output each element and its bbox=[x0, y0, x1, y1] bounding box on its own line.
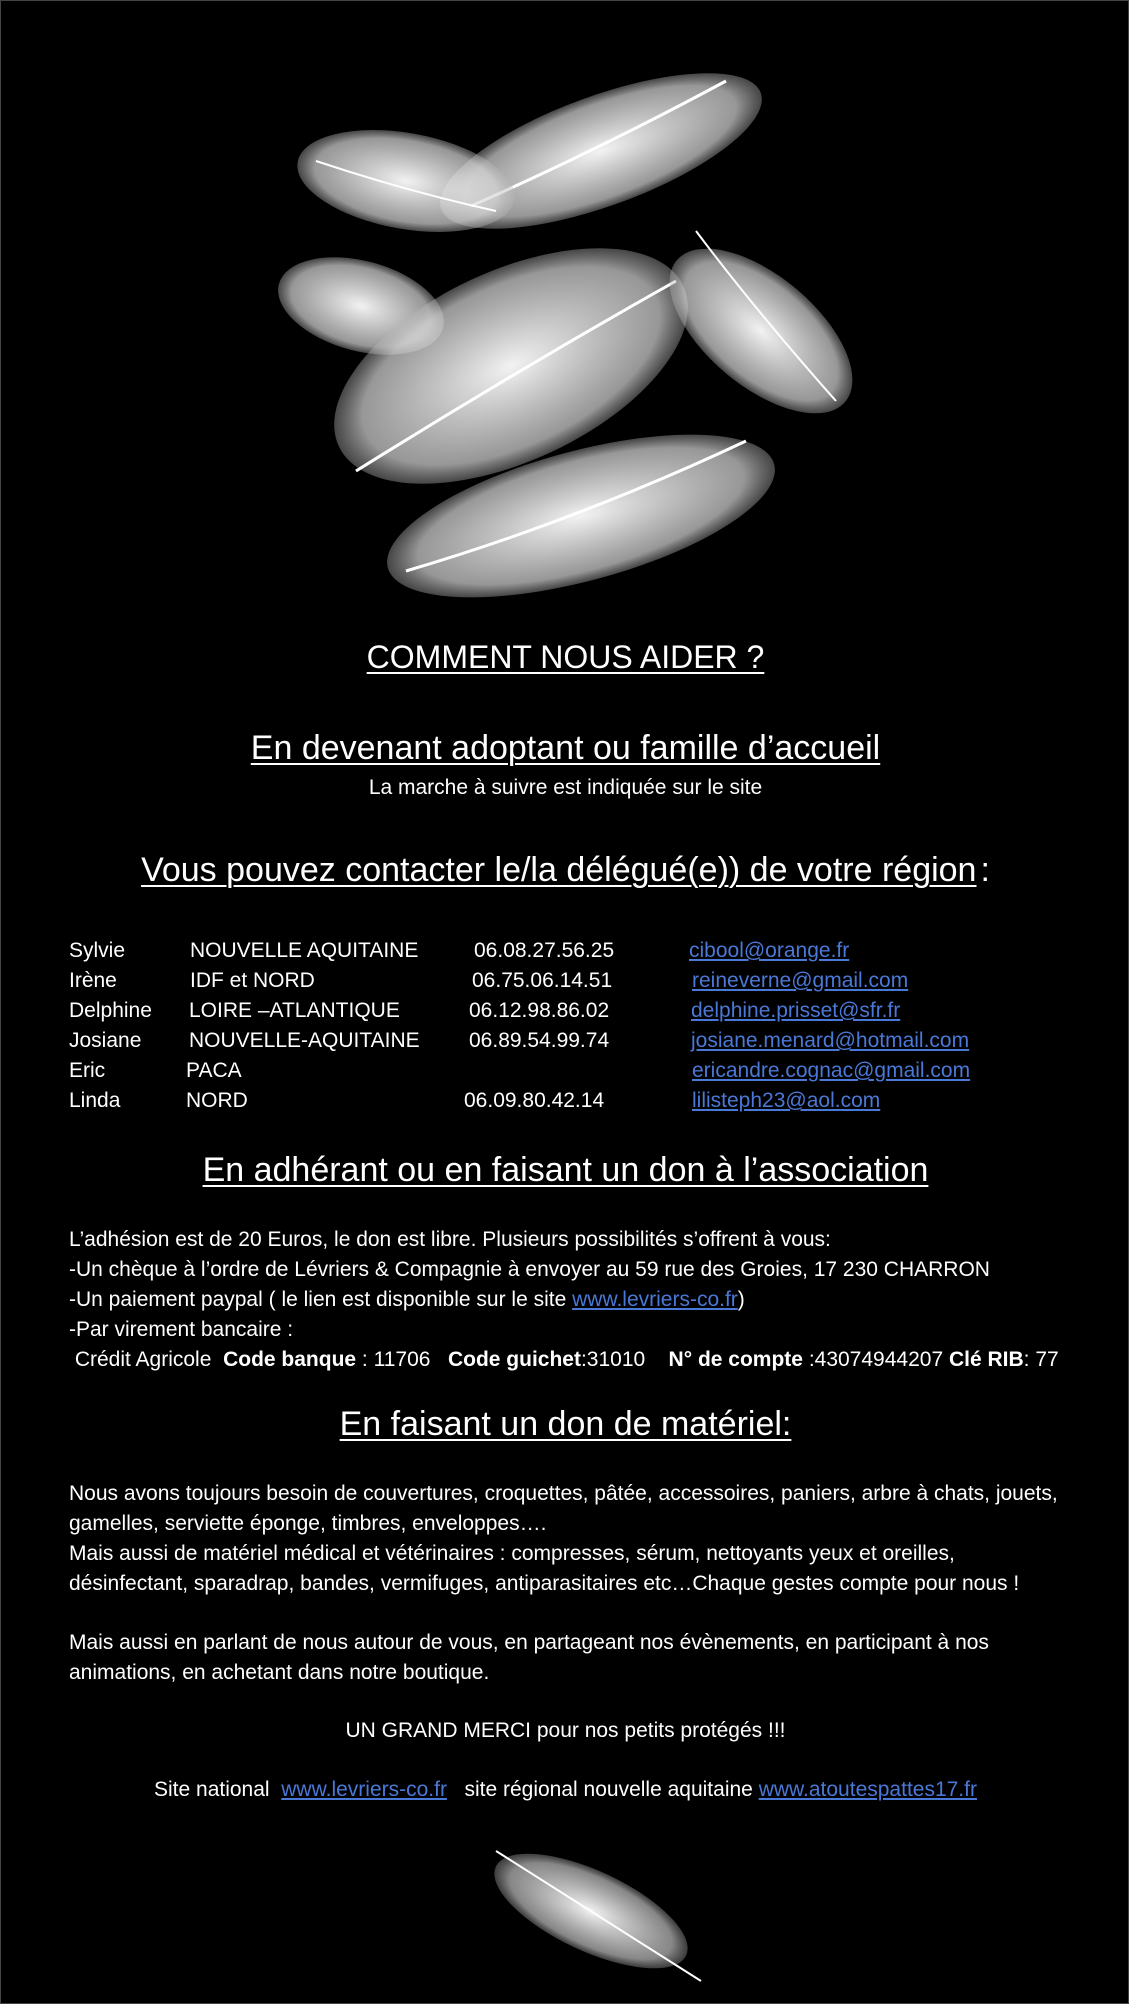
contact-heading bbox=[1, 851, 1129, 890]
feathers-illustration bbox=[256, 41, 956, 631]
adhesion-line-paypal bbox=[69, 1285, 1059, 1315]
contact-row bbox=[69, 969, 1069, 999]
contact-email-link[interactable]: lilisteph23@aol.com bbox=[692, 1089, 881, 1112]
contact-region: NOUVELLE AQUITAINE bbox=[190, 939, 419, 962]
levriers-site-link[interactable]: www.levriers-co.fr bbox=[572, 1288, 738, 1311]
paypal-close: ) bbox=[737, 1288, 745, 1311]
contact-name: Josiane bbox=[69, 1029, 142, 1052]
contact-heading-text: Vous pouvez contacter le/la délégué(e)) de votre région bbox=[141, 851, 977, 889]
contact-name: Linda bbox=[69, 1089, 121, 1112]
contact-row bbox=[69, 1059, 1069, 1089]
adoptant-subtitle: La marche à suivre est indiquée sur le site bbox=[368, 776, 763, 799]
contact-list bbox=[69, 939, 1069, 1119]
aussi-text: Mais aussi en parlant de nous autour de vous, en partageant nos évènements, en participant à nos animations, en achetant dans notre boutique. bbox=[69, 1631, 989, 1684]
feather-illustration bbox=[471, 1831, 731, 1991]
contact-email-link[interactable]: delphine.prisset@sfr.fr bbox=[691, 999, 901, 1022]
contact-row bbox=[69, 1029, 1069, 1059]
contact-region: PACA bbox=[186, 1059, 242, 1082]
merci-text: UN GRAND MERCI pour nos petits protégés !!! bbox=[345, 1719, 786, 1742]
adhesion-text bbox=[69, 1225, 1059, 1375]
contact-phone: 06.09.80.42.14 bbox=[464, 1089, 605, 1112]
rib-value: : 77 bbox=[1023, 1348, 1059, 1371]
contact-row bbox=[69, 999, 1069, 1029]
adhesion-line: L’adhésion est de 20 Euros, le don est libre. Plusieurs possibilités s’offrent à vous: bbox=[69, 1228, 831, 1251]
paypal-text: -Un paiement paypal ( le lien est disponible sur le site bbox=[69, 1288, 573, 1311]
contact-email-link[interactable]: cibool@orange.fr bbox=[689, 939, 850, 962]
sites-line bbox=[1, 1778, 1129, 1802]
contact-name: Irène bbox=[69, 969, 117, 992]
contact-phone: 06.89.54.99.74 bbox=[469, 1029, 610, 1052]
regional-label: site régional nouvelle aquitaine bbox=[464, 1778, 753, 1801]
materiel-text bbox=[69, 1479, 1079, 1599]
contact-region: NORD bbox=[186, 1089, 248, 1112]
contact-name: Eric bbox=[69, 1059, 106, 1082]
contact-email-link[interactable]: reineverne@gmail.com bbox=[692, 969, 909, 992]
code-banque-label: Code banque bbox=[223, 1348, 357, 1371]
contact-name: Delphine bbox=[69, 999, 152, 1022]
compte-value: :43074944207 bbox=[808, 1348, 944, 1371]
contact-phone: 06.75.06.14.51 bbox=[472, 969, 613, 992]
code-guichet-label: Code guichet bbox=[447, 1348, 581, 1371]
materiel-heading: En faisant un don de matériel: bbox=[339, 1405, 792, 1443]
adoptant-heading: En devenant adoptant ou famille d’accueil bbox=[250, 729, 881, 767]
contact-region: IDF et NORD bbox=[190, 969, 315, 992]
materiel-line: Nous avons toujours besoin de couvertures, croquettes, pâtée, accessoires, paniers, arbre à chats, jouets, gamelles, serviette éponge, timbres, enveloppes…. bbox=[69, 1482, 1058, 1535]
contact-phone: 06.08.27.56.25 bbox=[474, 939, 615, 962]
code-banque-value: : 11706 bbox=[356, 1348, 431, 1371]
contact-region: NOUVELLE-AQUITAINE bbox=[189, 1029, 420, 1052]
national-label: Site national bbox=[154, 1778, 270, 1801]
adhesion-line: -Par virement bancaire : bbox=[69, 1318, 294, 1341]
national-site-link[interactable]: www.levriers-co.fr bbox=[281, 1778, 447, 1801]
rib-label: Clé RIB bbox=[948, 1348, 1024, 1371]
bank-details bbox=[69, 1345, 1059, 1375]
code-guichet-value: :31010 bbox=[580, 1348, 646, 1371]
adhesion-line: -Un chèque à l’ordre de Lévriers & Compagnie à envoyer au 59 rue des Groies, 17 230 CHARRON bbox=[69, 1258, 990, 1281]
bank-name: Crédit Agricole bbox=[74, 1348, 212, 1371]
contact-phone: 06.12.98.86.02 bbox=[469, 999, 610, 1022]
contact-row bbox=[69, 1089, 1069, 1119]
page-title: COMMENT NOUS AIDER ? bbox=[366, 639, 765, 675]
materiel-line: Mais aussi de matériel médical et vétérinaires : compresses, sérum, nettoyants yeux et oreilles, désinfectant, sparadrap, bandes, vermifuges, antiparasitaires etc…Chaque gestes compte pour nous ! bbox=[69, 1542, 1020, 1595]
contact-row bbox=[69, 939, 1069, 969]
regional-site-link[interactable]: www.atoutespattes17.fr bbox=[758, 1778, 977, 1801]
contact-email-link[interactable]: josiane.menard@hotmail.com bbox=[691, 1029, 970, 1052]
contact-heading-colon: : bbox=[980, 851, 990, 889]
contact-region: LOIRE –ATLANTIQUE bbox=[189, 999, 400, 1022]
contact-name: Sylvie bbox=[69, 939, 126, 962]
adhesion-heading: En adhérant ou en faisant un don à l’association bbox=[202, 1151, 929, 1189]
compte-label: N° de compte bbox=[668, 1348, 803, 1371]
contact-email-link[interactable]: ericandre.cognac@gmail.com bbox=[692, 1059, 971, 1082]
